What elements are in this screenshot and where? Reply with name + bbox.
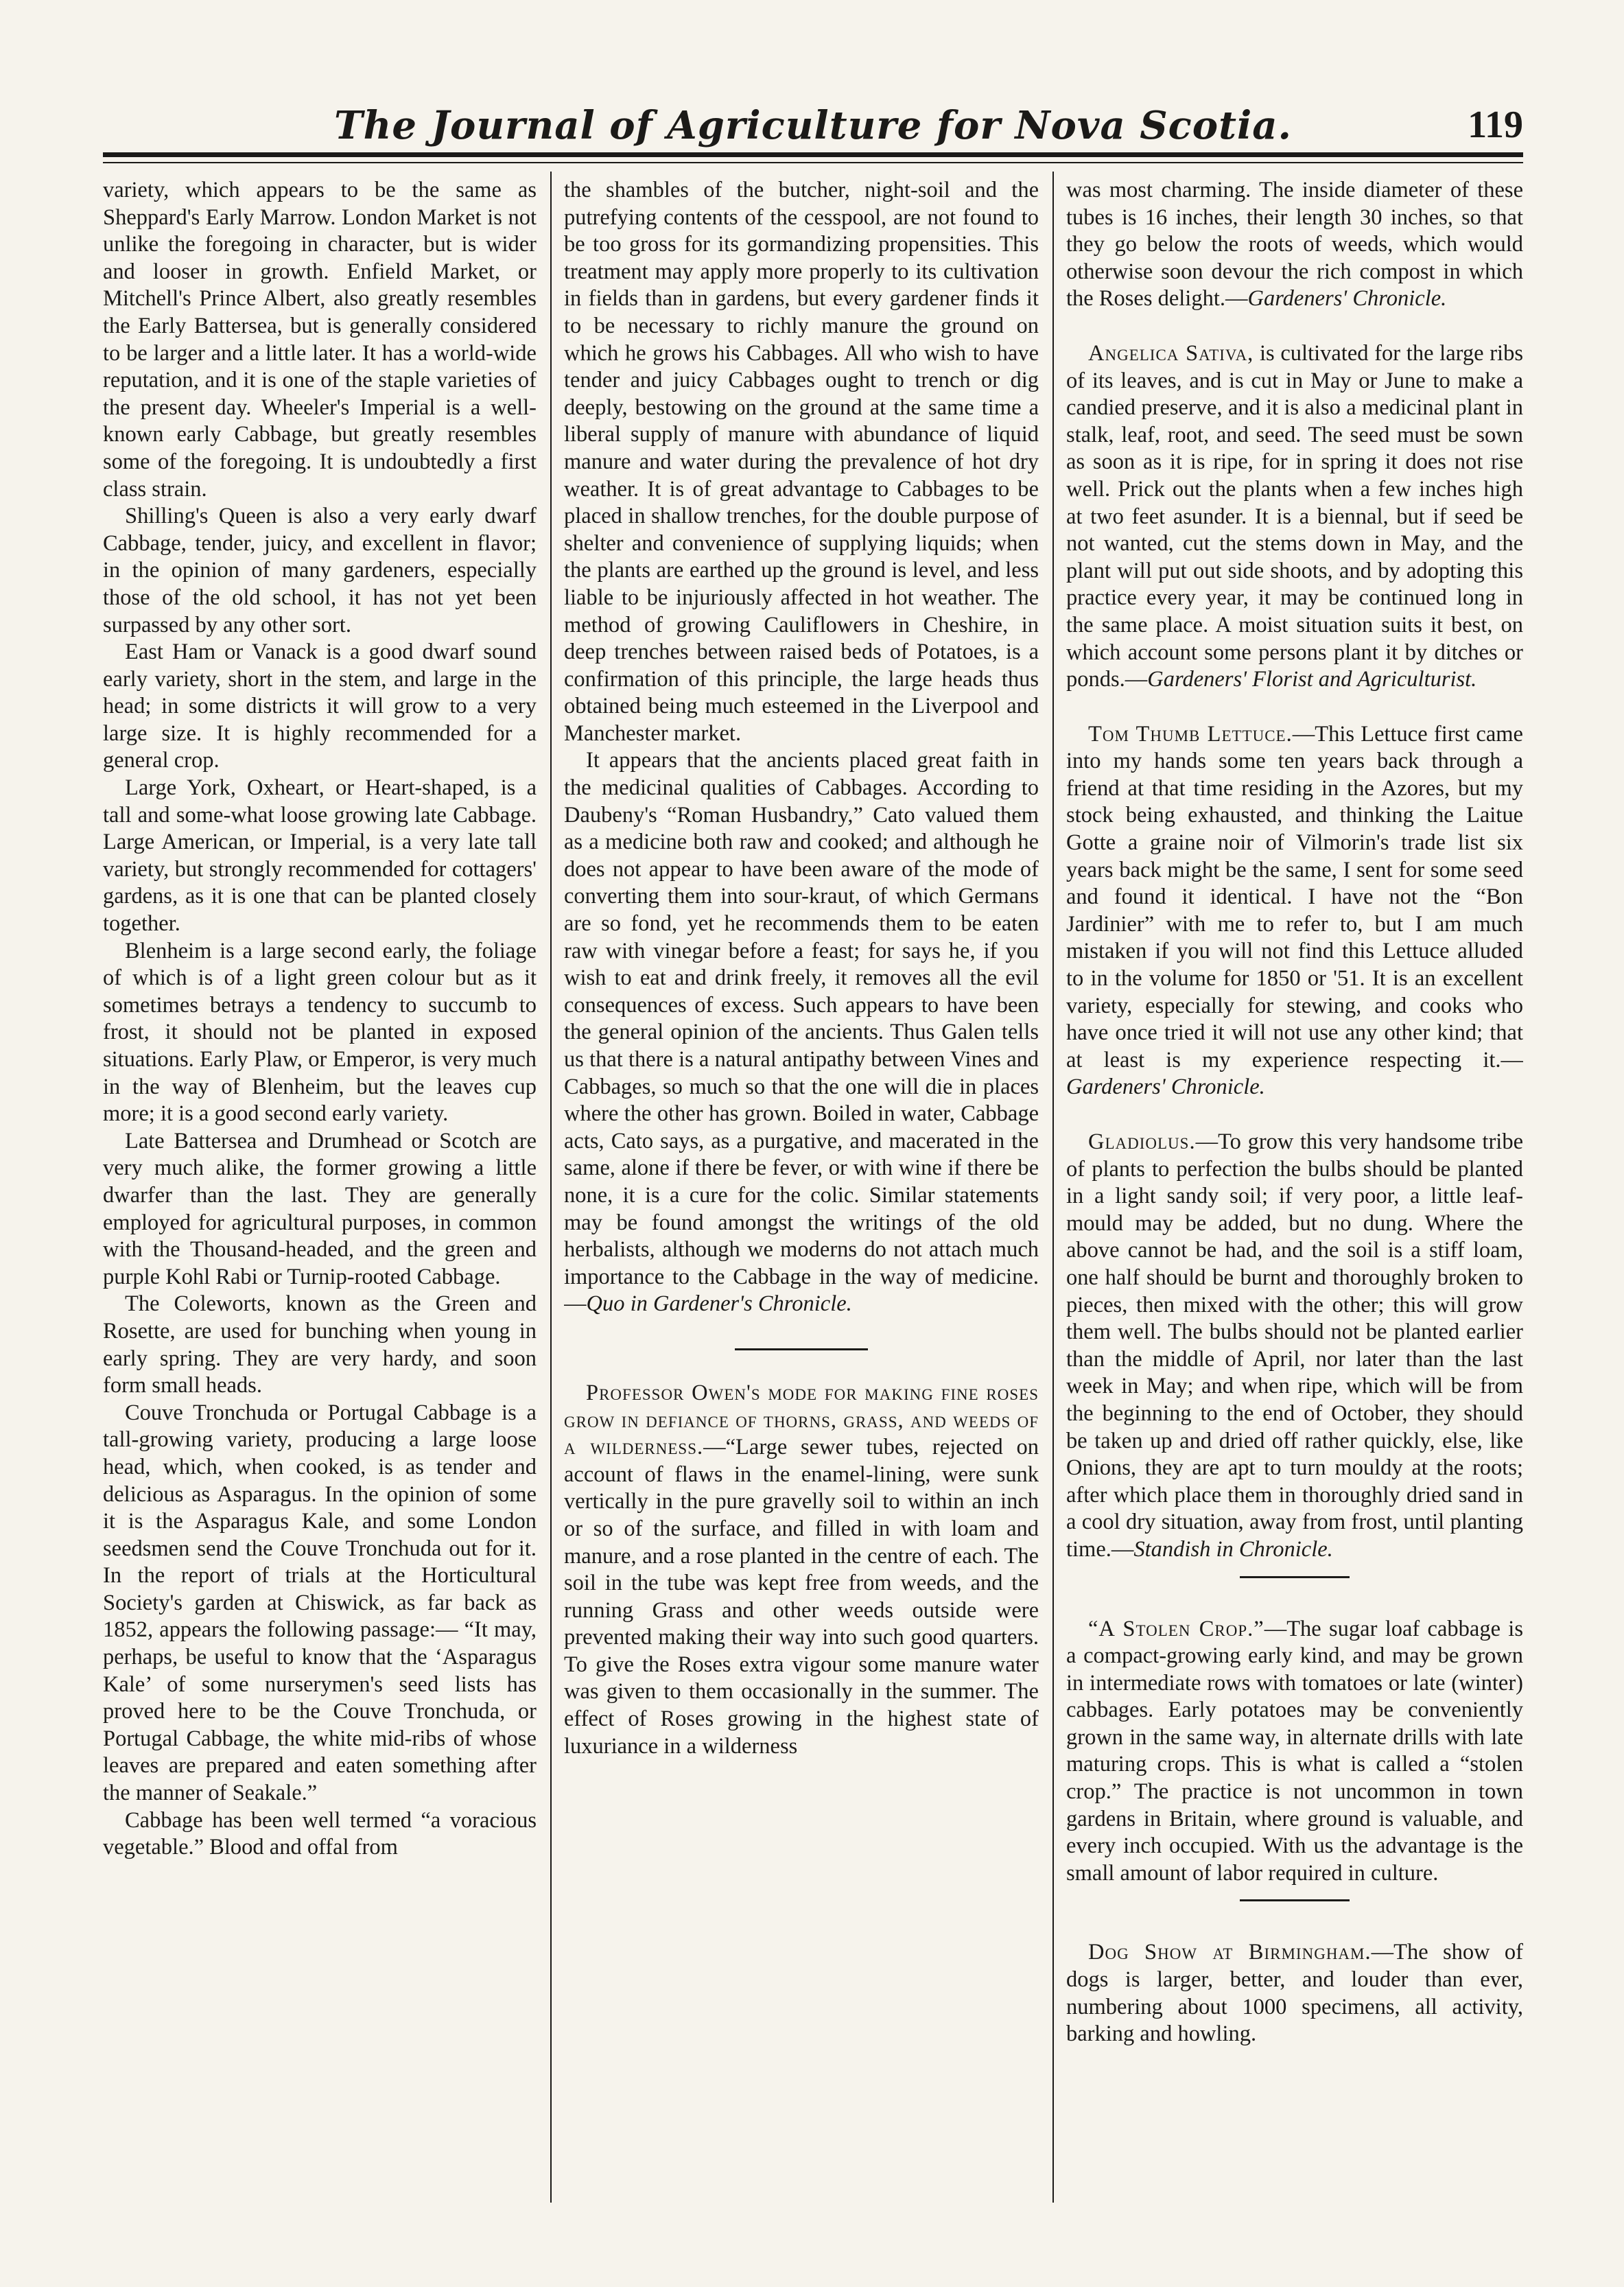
couve-tronchuda-paragraph: Couve Tronchuda or Portugal Cabbage is a tall-growing variety, producing a large loose head, which, when cooked, is as tender and delicious as Asparagus. In the opinion of some it is the Asparagus Kale, and some London seedsmen send the Couve Tronchuda out for it. In the report of trials at the Horticultural Society's garden at Chiswick, as far back as 1852, appears the following passage:— “It may, perhaps, be useful to know that the ‘Asparagus Kale’ of some nurserymen's seed lists has proved here to be the Couve Tronchuda, or Portugal Cabbage, the white mid-ribs of whose leaves are prepared and eaten something after the manner of Seakale.” xyxy=(103,1400,537,1806)
owen-roses-article xyxy=(564,1380,1039,1760)
ancients-citation: Quo in Gardener's Chronicle. xyxy=(586,1291,852,1317)
article-separator xyxy=(564,1318,1039,1380)
owen-article-heading: Professor Owen's mode for making fine roses grow in defiance of thorns, grass, and weeds of a wilderness. xyxy=(564,1380,1039,1460)
article-separator xyxy=(1066,1887,1523,1912)
tom-thumb-heading: Tom Thumb Lettuce. xyxy=(1088,721,1293,747)
shillings-queen-paragraph: Shilling's Queen is also a very early dwarf Cabbage, tender, juicy, and excellent in flavor; in the opinion of many gardeners, especially those of the old school, it has not yet been surpassed by any other sort. xyxy=(103,504,537,637)
gladiolus-body: —To grow this very handsome tribe of plants to perfection the bulbs should be planted in a light sandy soil; if very poor, a little leaf-mould may be added, but no dung. Where the above cannot be had, and the soil is a stiff loam, one half should be burnt and thoroughly broken to pieces, then mixed with the other; this will grow them well. The bulbs should not be planted earlier than the middle of April, nor later than the last week in May; and when ripe, which will be from the beginning to the end of October, they should be taken up and dried off rather quickly, else, like Onions, they are apt to turn mouldy at the roots; after which place them in thoroughly dried sand in a cool dry situation, away from frost, until planting time.— xyxy=(1066,1129,1523,1562)
angelica-article xyxy=(1066,340,1523,694)
cabbage-varieties-paragraph: variety, which appears to be the same as Sheppard's Early Marrow. London Market is not unlike the foregoing in character, but is wider and looser in growth. Enfield Market, or Mitchell's Prince Albert, also greatly resembles the Early Battersea, but is generally considered to be larger and a little later. It has a world-wide reputation, and it is one of the staple varieties of the present day. Wheeler's Imperial is a well-known early Cabbage, but greatly resembles some of the foregoing. It is undoubtedly a first class strain. xyxy=(103,178,537,502)
roses-citation: Gardeners' Chronicle. xyxy=(1247,286,1447,312)
page-number: 119 xyxy=(1468,104,1523,146)
column-divider-2 xyxy=(1052,172,1054,2203)
tom-thumb-citation: Gardeners' Chronicle. xyxy=(1066,1075,1265,1100)
cabbage-manure-paragraph: the shambles of the butcher, night-soil and the putrefying contents of the cesspool, are not found to be too gross for its gormandizing propensities. This treatment may apply more properly to its cultivation in fields than in gardens, but every gardener finds it to be necessary to richly manure the ground on which he grows his Cabbages. All who wish to have tender and juicy Cabbages ought to trench or dig deeply, bestowing on the ground at the same time a liberal supply of manure with abundance of liquid manure and water during the prevalence of hot dry weather. It is of great advantage to Cabbages to be placed in shallow trenches, for the double purpose of shelter and convenience of supplying liquids; when the plants are earthed up the ground is level, and less liable to be injuriously affected in hot weather. The method of growing Cauliflowers in Cheshire, in deep trenches between raised beds of Potatoes, is a confirmation of this principle, the large heads thus obtained being much esteemed in the Liverpool and Manchester market. xyxy=(564,178,1039,746)
tom-thumb-body: —This Lettuce first came into my hands some ten years back through a friend at that time residing in the Azores, but my stock being exhausted, and thinking the Laitue Gotte a graine noir of Vilmorin's trade list six years back might be the same, I sent for some seed and found it identical. I have not the “Bon Jardinier” with me to refer to, but I am much mistaken if you will not find this Lettuce alluded to in the volume for 1850 or '51. It is an excellent variety, especially for stewing, and cooks who have once tried it will not use any other kind; that at least is my experience respecting it.— xyxy=(1066,721,1523,1072)
angelica-citation: Gardeners' Florist and Agriculturist. xyxy=(1147,667,1477,692)
dog-show-body: —The show of dogs is larger, better, and louder than ever, numbering about 1000 specimens, all activity, barking and howling. xyxy=(1066,1940,1523,2047)
ancients-medicinal-paragraph xyxy=(564,747,1039,1317)
header-rule-thin xyxy=(103,162,1523,163)
late-battersea-paragraph: Late Battersea and Drumhead or Scotch are very much alike, the former growing a little dwarfer than the last. They are generally employed for agricultural purposes, in common with the Thousand-headed, and the green and purple Kohl Rabi or Turnip-rooted Cabbage. xyxy=(103,1128,537,1289)
dog-show-heading: Dog Show at Birmingham. xyxy=(1088,1940,1372,1965)
gladiolus-heading: Gladiolus. xyxy=(1088,1129,1196,1154)
stolen-crop-article xyxy=(1066,1616,1523,1888)
journal-title: The Journal of Agriculture for Nova Scotia. xyxy=(333,103,1293,148)
angelica-heading: Angelica Sativa, xyxy=(1088,340,1254,366)
gladiolus-citation: Standish in Chronicle. xyxy=(1133,1536,1333,1562)
gladiolus-article xyxy=(1066,1129,1523,1564)
article-separator xyxy=(1066,1564,1523,1588)
stolen-crop-body: —The sugar loaf cabbage is a compact-growing early kind, and may be grown in intermediate rows with tomatoes or late (winter) cabbages. Early potatoes may be conveniently grown in the same way, in alternate drills with late maturing crops. This is what is called a “stolen crop.” The practice is not uncommon in town gardens in Britain, where ground is valuable, and every inch occupied. With us the advantage is the small amount of labor required in culture. xyxy=(1066,1616,1523,1886)
voracious-vegetable-paragraph: Cabbage has been well termed “a voracious vegetable.” Blood and offal from xyxy=(103,1807,537,1860)
ancients-text: It appears that the ancients placed great faith in the medicinal qualities of Cabbages. According to Daubeny's “Roman Husbandry,” Cato valued them as a medicine both raw and cooked; and although he does not appear to have been aware of the mode of converting them into sour-kraut, of which Germans are so fond, yet he recommends them to be eaten raw with vinegar before a feast; for says he, if you wish to eat and drink freely, it removes all the evil consequences of excess. Such appears to have been the general opinion of the ancients. Thus Galen tells us that there is a natural antipathy between Vines and Cabbages, so much so that the one will die in places where the other has grown. Boiled in water, Cabbage acts, Cato says, as a purgative, and macerated in the same, alone if there be fever, or with wine if there be none, it is a cure for the colic. Similar statements may be found amongst the writings of the old herbalists, although we moderns do not attach much importance to the Cabbage in the way of medicine.— xyxy=(564,748,1039,1317)
stolen-crop-heading: “A Stolen Crop.” xyxy=(1088,1616,1264,1641)
owen-article-body: —“Large sewer tubes, rejected on account of flaws in the enamel-lining, were sunk vertically in the pure gravelly soil to within an inch or so of the surface, and filled in with loam and manure, and a rose planted in the centre of each. The soil in the tube was kept free from weeds, and the running Grass and other weeds outside were prevented making their way into such good quarters. To give the Roses extra vigour some manure water was given to them occasionally in the summer. The effect of Roses growing in the highest state of luxuriance in a wilderness xyxy=(564,1435,1039,1759)
column-2 xyxy=(564,177,1039,2205)
large-york-paragraph: Large York, Oxheart, or Heart-shaped, is a tall and some-what loose growing late Cabbage. Large American, or Imperial, is a very late tall variety, but strongly recommended for cottagers' gardens, as it is one that can be planted closely together. xyxy=(103,775,537,937)
angelica-body: is cultivated for the large ribs of its leaves, and is cut in May or June to make a candied preserve, and it is also a medicinal plant in stalk, leaf, root, and seed. The seed must be sown as soon as it is ripe, for in spring it does not rise well. Prick out the plants when a few inches high at two feet asunder. It is a biennal, but if seed be not wanted, cut the stems down in May, and the plant will put out side shoots, and by adopting this practice every year, it may be continued long in the same place. A moist situation suits it best, on which account some persons plant it by ditches or ponds.— xyxy=(1066,340,1523,692)
column-3 xyxy=(1066,177,1523,2205)
roses-continued-paragraph xyxy=(1066,177,1523,313)
roses-continued-text: was most charming. The inside diameter of these tubes is 16 inches, their length 30 inches, so that they go below the roots of weeds, which would otherwise soon devour the rich compost in which the Roses delight.— xyxy=(1066,178,1523,312)
coleworts-paragraph: The Coleworts, known as the Green and Rosette, are used for bunching when young in early spring. They are very hardy, and soon form small heads. xyxy=(103,1291,537,1398)
header-rule-thick xyxy=(103,152,1523,157)
east-ham-paragraph: East Ham or Vanack is a good dwarf sound early variety, short in the stem, and large in the head; in some districts it will grow to a very large size. It is highly recommended for a general crop. xyxy=(103,640,537,773)
tom-thumb-article xyxy=(1066,721,1523,1101)
blenheim-paragraph: Blenheim is a large second early, the foliage of which is of a light green colour but as it sometimes betrays a tendency to succumb to frost, it should not be planted in exposed situations. Early Plaw, or Emperor, is very much in the way of Blenheim, but the leaves cup more; it is a good second early variety. xyxy=(103,938,537,1127)
dog-show-article xyxy=(1066,1939,1523,2048)
column-divider-1 xyxy=(550,172,552,2203)
column-1 xyxy=(103,177,537,2205)
